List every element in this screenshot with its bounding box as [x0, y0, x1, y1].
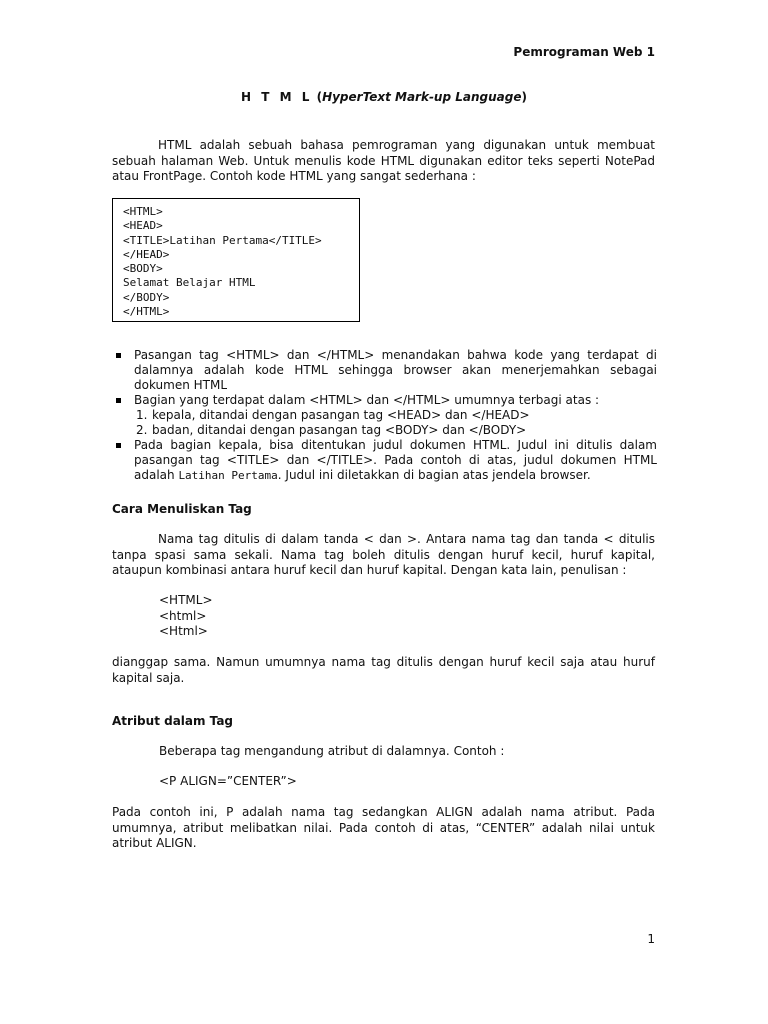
code-line: </HTML> — [123, 305, 170, 319]
section-paragraph: Nama tag ditulis di dalam tanda < dan >. Antara nama tag dan tanda < ditulis tanpa spasi sama sekali. Nama tag boleh ditulis dengan huruf kecil, huruf kapital, ataupun kombinasi antara huruf kecil dan huruf kapital. Dengan kata lain, penulisan : — [112, 532, 655, 577]
item-number: 1. — [136, 408, 148, 422]
bullet-list — [112, 348, 657, 483]
bullet-square-icon — [116, 353, 121, 358]
bullet-text: Pada bagian kepala, bisa ditentukan judul dokumen HTML. Judul ini ditulis dalam pasangan tag <TITLE> dan </TITLE>. Pada contoh di atas, judul dokumen HTML adalah — [134, 438, 657, 482]
code-line: <HTML> — [123, 205, 163, 218]
title-italic: HyperText Mark-up Language — [322, 90, 522, 104]
bullet-square-icon — [116, 398, 121, 403]
code-line: Selamat Belajar HTML — [123, 276, 256, 290]
bullet-text: . Judul ini diletakkan di bagian atas jendela browser. — [277, 468, 591, 482]
numbered-text: kepala, ditandai dengan pasangan tag <HEAD> dan </HEAD> — [152, 408, 530, 422]
code-line: <HEAD> — [123, 219, 163, 233]
code-line: </HEAD> — [123, 247, 170, 261]
numbered-item — [112, 408, 657, 423]
bullet-text: Pasangan tag <HTML> dan </HTML> menandakan bahwa kode yang terdapat di dalamnya adalah kode HTML sehingga browser akan menerjemahkan sebagai dokumen HTML — [134, 348, 657, 392]
running-header: Pemrograman Web 1 — [513, 45, 655, 59]
attribute-paragraph: Pada contoh ini, P adalah nama tag sedangkan ALIGN adalah nama atribut. Pada umumnya, atribut melibatkan nilai. Pada contoh di atas, “CENTER” adalah nilai untuk atribut ALIGN. — [112, 805, 655, 850]
tag-example: <Html> — [159, 624, 208, 638]
intro-paragraph: HTML adalah sebuah bahasa pemrograman yang digunakan untuk membuat sebuah halaman Web. Untuk menulis kode HTML digunakan editor teks seperti NotePad atau FrontPage. Contoh kode HTML yang sangat sederhana : — [112, 138, 655, 183]
attribute-intro: Beberapa tag mengandung atribut di dalamnya. Contoh : — [159, 744, 505, 758]
inline-code: Latihan Pertama — [178, 469, 278, 482]
tag-example: <HTML> — [159, 593, 213, 607]
bullet-square-icon — [116, 443, 121, 448]
bullet-item — [112, 348, 657, 393]
title-close-paren: ) — [521, 90, 527, 104]
title-open-paren: ( — [316, 90, 323, 104]
conclusion-paragraph: dianggap sama. Namun umumnya nama tag ditulis dengan huruf kecil saja atau huruf kapital saja. — [112, 655, 655, 685]
attribute-example: <P ALIGN=”CENTER”> — [159, 774, 297, 788]
code-example-box — [112, 198, 360, 322]
code-line: <BODY> — [123, 262, 163, 276]
document-title — [0, 90, 768, 104]
bullet-item — [112, 393, 657, 408]
tag-example: <html> — [159, 608, 207, 623]
item-number: 2. — [136, 423, 148, 437]
bullet-text: Bagian yang terdapat dalam <HTML> dan </HTML> umumnya terbagi atas : — [134, 393, 600, 407]
title-main: H T M L — [241, 90, 313, 104]
code-line: <TITLE>Latihan Pertama</TITLE> — [123, 233, 322, 247]
section-heading: Atribut dalam Tag — [112, 714, 234, 728]
code-line: </BODY> — [123, 290, 170, 304]
bullet-item — [112, 438, 657, 483]
page-number: 1 — [647, 932, 655, 946]
section-heading: Cara Menuliskan Tag — [112, 502, 252, 516]
numbered-item — [112, 423, 657, 438]
tag-examples — [159, 593, 213, 640]
numbered-text: badan, ditandai dengan pasangan tag <BODY> dan </BODY> — [152, 423, 527, 437]
